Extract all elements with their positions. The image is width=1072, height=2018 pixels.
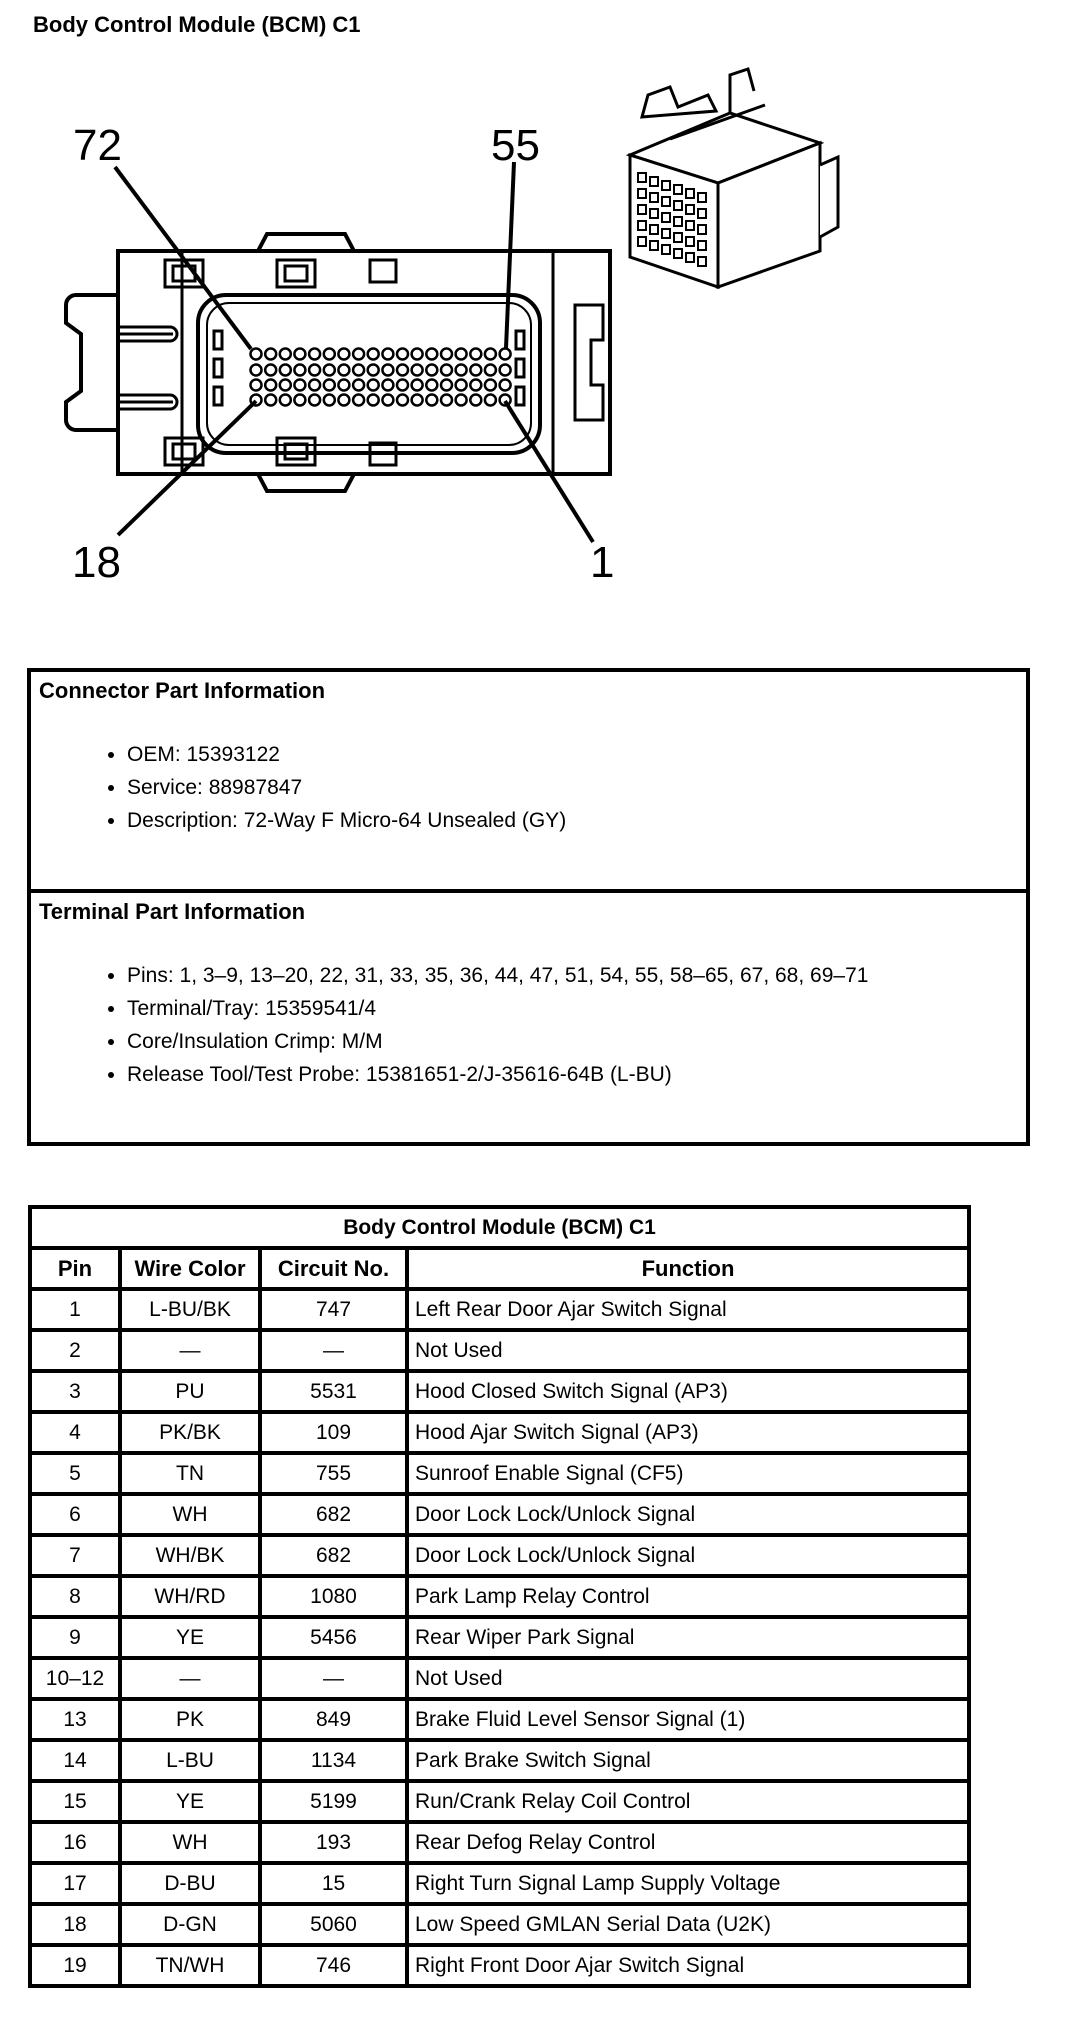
left-bracket [66,295,118,430]
wire-color-cell: WH/RD [120,1576,260,1617]
info-bullet-item: • OEM: 15393122 [127,744,1018,766]
leader-line-1 [505,401,593,542]
circuit-no-cell: 849 [260,1699,407,1740]
function-cell: Not Used [407,1658,969,1699]
terminal-part-info-title: Terminal Part Information [39,899,306,924]
table-title: Body Control Module (BCM) C1 [30,1207,969,1248]
leader-line-18 [118,401,256,535]
table-row [30,1289,969,1330]
col-header-pin: Pin [30,1248,120,1289]
table-row [30,1371,969,1412]
circuit-no-cell: 5456 [260,1617,407,1658]
table-row [30,1781,969,1822]
leader-line-55 [506,162,514,348]
connector-part-info-list [39,744,1018,832]
pin-cell: 15 [30,1781,120,1822]
wire-color-cell: WH/BK [120,1535,260,1576]
connector-diagram-svg [30,55,870,620]
pin-label-55: 55 [491,121,540,170]
circuit-no-cell: 682 [260,1535,407,1576]
info-bullet-item: • Terminal/Tray: 15359541/4 [127,998,1018,1020]
circuit-no-cell: 15 [260,1863,407,1904]
wire-color-cell: YE [120,1617,260,1658]
col-header-function: Function [407,1248,969,1289]
table-row [30,1863,969,1904]
wire-color-cell: — [120,1330,260,1371]
3d-wire-clip [820,157,838,237]
table-header-row [30,1248,969,1289]
right-panel [553,251,603,474]
circuit-no-cell: — [260,1330,407,1371]
connector-diagram [30,55,870,620]
info-bullet-item: • Release Tool/Test Probe: 15381651-2/J-35616-64B (L-BU) [127,1064,1018,1086]
connector-part-info-title: Connector Part Information [39,678,326,703]
pin-cell: 6 [30,1494,120,1535]
function-cell: Door Lock Lock/Unlock Signal [407,1494,969,1535]
pin-cell: 2 [30,1330,120,1371]
pin-cell: 19 [30,1945,120,1986]
table-row [30,1822,969,1863]
pin-label-72: 72 [73,121,122,170]
function-cell: Park Lamp Relay Control [407,1576,969,1617]
pin-cell: 13 [30,1699,120,1740]
pin-cell: 5 [30,1453,120,1494]
circuit-no-cell: 746 [260,1945,407,1986]
table-row [30,1699,969,1740]
function-cell: Hood Closed Switch Signal (AP3) [407,1371,969,1412]
bottom-tab [258,474,354,491]
circuit-no-cell: 1134 [260,1740,407,1781]
terminal-part-info-section [31,889,1026,1142]
part-information-box [27,668,1030,1146]
pin-cell: 18 [30,1904,120,1945]
pin-cell: 14 [30,1740,120,1781]
pin-cell: 8 [30,1576,120,1617]
wire-color-cell: L-BU [120,1740,260,1781]
info-bullet-item: • Service: 88987847 [127,777,1018,799]
pin-cell: 1 [30,1289,120,1330]
terminal-part-info-list [39,965,1018,1086]
wire-color-cell: PU [120,1371,260,1412]
function-cell: Sunroof Enable Signal (CF5) [407,1453,969,1494]
lock-prongs [118,327,177,409]
function-cell: Low Speed GMLAN Serial Data (U2K) [407,1904,969,1945]
table-row [30,1945,969,1986]
wire-color-cell: WH [120,1494,260,1535]
table-row [30,1494,969,1535]
page-title: Body Control Module (BCM) C1 [33,12,361,37]
circuit-no-cell: 755 [260,1453,407,1494]
table-row [30,1740,969,1781]
table-row [30,1412,969,1453]
wire-color-cell: D-BU [120,1863,260,1904]
table-title-row [30,1207,969,1248]
table-row [30,1658,969,1699]
function-cell: Left Rear Door Ajar Switch Signal [407,1289,969,1330]
pin-cell: 17 [30,1863,120,1904]
wire-color-cell: L-BU/BK [120,1289,260,1330]
wire-color-cell: YE [120,1781,260,1822]
wire-color-cell: D-GN [120,1904,260,1945]
wire-color-cell: TN/WH [120,1945,260,1986]
circuit-no-cell: 5060 [260,1904,407,1945]
pin-grid [251,349,511,406]
info-bullet-item: • Pins: 1, 3–9, 13–20, 22, 31, 33, 35, 36, 44, 47, 51, 54, 55, 58–65, 67, 68, 69–71 [127,965,1018,987]
top-tab [258,234,354,251]
table-row [30,1617,969,1658]
table-row [30,1330,969,1371]
function-cell: Right Turn Signal Lamp Supply Voltage [407,1863,969,1904]
function-cell: Right Front Door Ajar Switch Signal [407,1945,969,1986]
3d-latch [642,87,716,117]
function-cell: Rear Wiper Park Signal [407,1617,969,1658]
function-cell: Rear Defog Relay Control [407,1822,969,1863]
connector-part-info-section [31,672,1026,889]
table-row [30,1535,969,1576]
pin-label-1: 1 [590,538,615,587]
table-row [30,1576,969,1617]
col-header-wire: Wire Color [120,1248,260,1289]
wire-color-cell: PK [120,1699,260,1740]
circuit-no-cell: 5199 [260,1781,407,1822]
circuit-no-cell: 682 [260,1494,407,1535]
circuit-no-cell: 193 [260,1822,407,1863]
pin-cell: 3 [30,1371,120,1412]
pin-cell: 7 [30,1535,120,1576]
wire-color-cell: — [120,1658,260,1699]
function-cell: Not Used [407,1330,969,1371]
table-row [30,1904,969,1945]
circuit-no-cell: 1080 [260,1576,407,1617]
pin-cell: 4 [30,1412,120,1453]
wire-color-cell: PK/BK [120,1412,260,1453]
function-cell: Brake Fluid Level Sensor Signal (1) [407,1699,969,1740]
function-cell: Park Brake Switch Signal [407,1740,969,1781]
connector-3d-view [630,69,838,287]
function-cell: Run/Crank Relay Coil Control [407,1781,969,1822]
info-bullet-item: • Core/Insulation Crimp: M/M [127,1031,1018,1053]
col-header-circuit: Circuit No. [260,1248,407,1289]
circuit-no-cell: 5531 [260,1371,407,1412]
pin-cell: 10–12 [30,1658,120,1699]
circuit-no-cell: — [260,1658,407,1699]
pinout-table-body [30,1289,969,1986]
wire-color-cell: TN [120,1453,260,1494]
info-bullet-item: • Description: 72-Way F Micro-64 Unsealed (GY) [127,810,1018,832]
pin-cell: 16 [30,1822,120,1863]
wire-color-cell: WH [120,1822,260,1863]
function-cell: Door Lock Lock/Unlock Signal [407,1535,969,1576]
connector-face-view [66,234,610,491]
circuit-no-cell: 109 [260,1412,407,1453]
pin-label-18: 18 [72,538,121,587]
pin-cell: 9 [30,1617,120,1658]
table-row [30,1453,969,1494]
pinout-table [28,1205,971,1988]
circuit-no-cell: 747 [260,1289,407,1330]
function-cell: Hood Ajar Switch Signal (AP3) [407,1412,969,1453]
